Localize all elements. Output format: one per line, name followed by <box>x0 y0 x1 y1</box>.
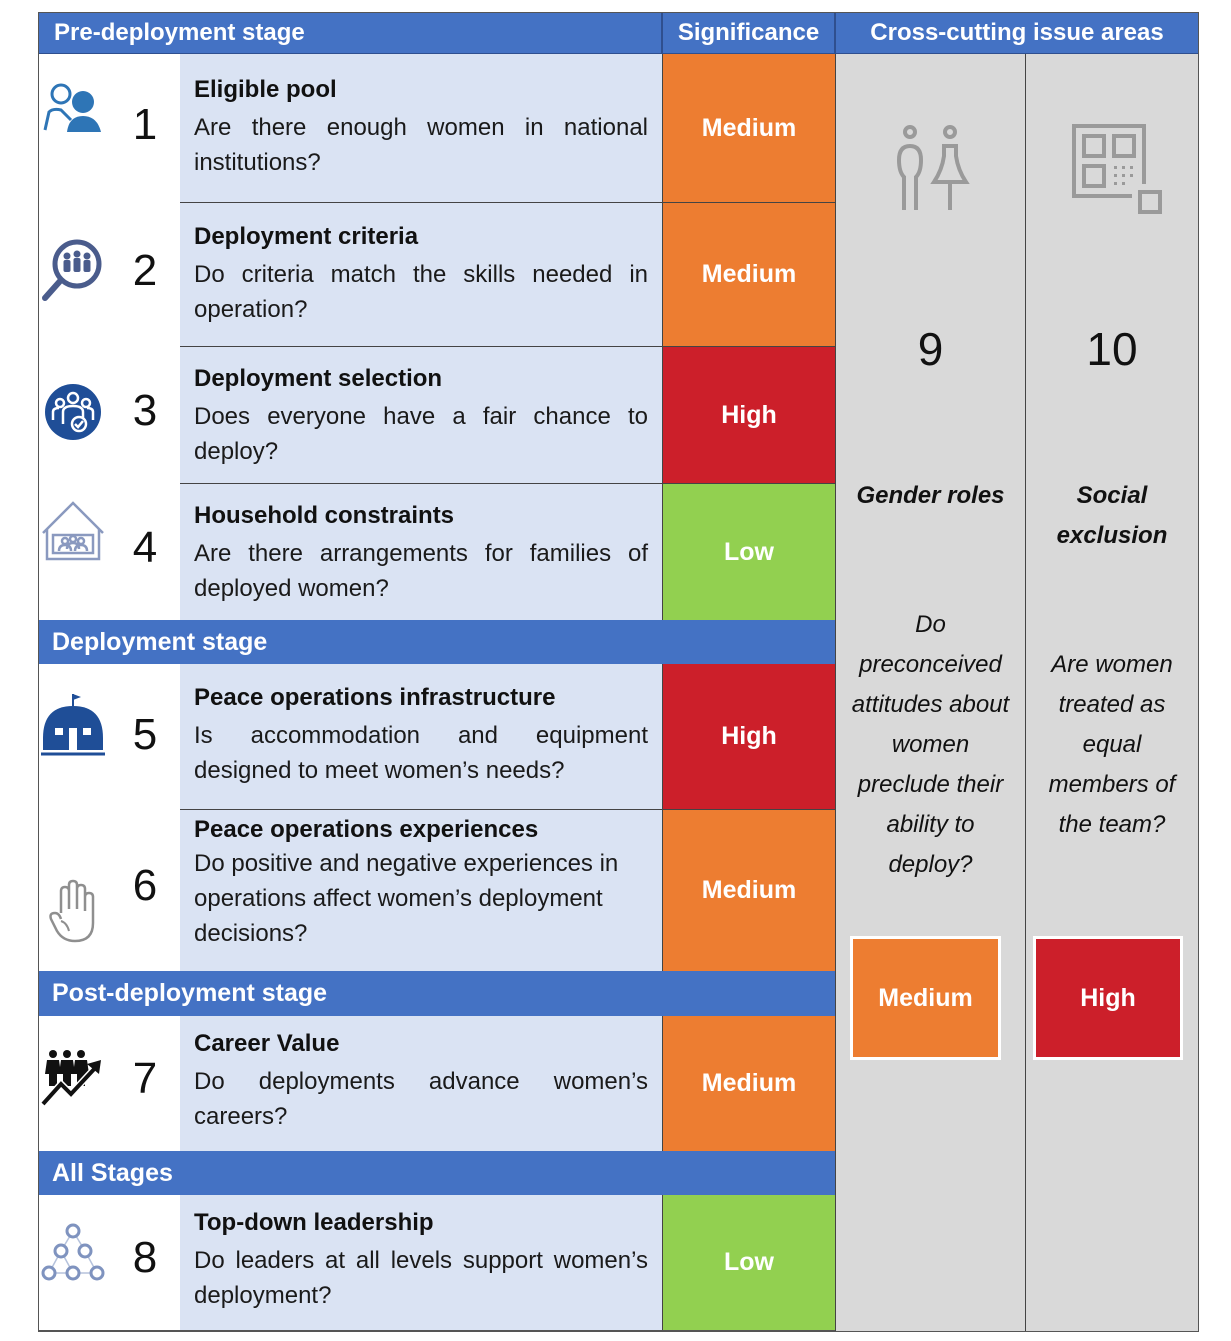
cross-question: Do preconceived attitudes about women preclude their ability to deploy? <box>851 611 1010 878</box>
item-row-5-icon-cell <box>39 664 180 809</box>
item-significance-badge: Medium <box>662 202 835 346</box>
stage-bar-all-stages: All Stages <box>38 1151 835 1195</box>
item-title: Peace operations experiences <box>194 816 539 843</box>
item-number: 5 <box>132 710 158 759</box>
item-question: Is accommodation and equipment designed to meet women’s needs? <box>194 722 648 784</box>
item-question: Do criteria match the skills needed in operation? <box>194 261 648 323</box>
header-cross-cutting: Cross-cutting issue areas <box>835 12 1199 54</box>
item-row-5-text <box>180 664 662 809</box>
item-significance-badge: Medium <box>662 54 835 202</box>
item-number: 3 <box>132 386 158 435</box>
stage-bar-deployment: Deployment stage <box>38 620 835 664</box>
item-row-8-icon-cell <box>39 1195 180 1330</box>
people-icon <box>41 80 105 144</box>
item-significance-badge: High <box>662 346 835 483</box>
item-row-7-icon-cell <box>39 1016 180 1151</box>
item-question: Are there arrangements for families of deployed women? <box>194 540 648 602</box>
item-title: Household constraints <box>194 502 455 529</box>
item-row-2-icon-cell <box>39 202 180 346</box>
item-row-1-text <box>180 54 662 202</box>
item-row-4-text <box>180 483 662 620</box>
item-significance-badge: Low <box>662 483 835 620</box>
cross-column-social-exclusion <box>1025 54 1199 1331</box>
item-number: 6 <box>132 861 158 910</box>
header-stage: Pre-deployment stage <box>38 12 662 54</box>
item-question: Does everyone have a fair chance to deploy? <box>194 403 648 465</box>
hierarchy-people-icon <box>41 1221 105 1285</box>
stage-bar-post-deployment: Post-deployment stage <box>38 971 835 1016</box>
raised-hand-icon <box>41 879 105 943</box>
house-family-icon <box>41 497 105 561</box>
item-significance-badge: High <box>662 664 835 809</box>
item-significance-badge: Medium <box>662 1016 835 1151</box>
item-title: Peace operations infrastructure <box>194 684 556 711</box>
item-row-6-icon-cell <box>39 809 180 971</box>
item-row-4-icon-cell <box>39 483 180 620</box>
item-row-2-text <box>180 202 662 346</box>
item-title: Career Value <box>194 1030 340 1057</box>
cross-column-gender-roles <box>835 54 1025 1331</box>
item-row-3-text <box>180 346 662 483</box>
item-question: Do leaders at all levels support women’s deployment? <box>194 1247 648 1309</box>
item-row-8-text <box>180 1195 662 1330</box>
item-number: 2 <box>132 246 158 295</box>
item-title: Top-down leadership <box>194 1209 434 1236</box>
item-number: 4 <box>132 523 158 572</box>
item-question: Do deployments advance women’s careers? <box>194 1068 648 1130</box>
man-woman-icon <box>894 122 970 214</box>
item-number: 8 <box>132 1233 158 1282</box>
item-question: Are there enough women in national institutions? <box>194 114 648 176</box>
item-significance-badge: Low <box>662 1195 835 1330</box>
header-significance: Significance <box>662 12 835 54</box>
item-question: Do positive and negative experiences in operations affect women’s deployment decisions? <box>194 850 619 947</box>
cross-number: 9 <box>917 323 944 375</box>
item-title: Deployment criteria <box>194 223 419 250</box>
item-row-3-icon-cell <box>39 346 180 483</box>
significance-badge: Medium <box>850 936 1001 1060</box>
cross-number: 10 <box>1086 323 1138 375</box>
magnifier-people-icon <box>41 238 105 302</box>
grid-exclusion-icon <box>1070 122 1164 216</box>
item-number: 7 <box>132 1054 158 1103</box>
cross-question: Are women treated as equal members of the team? <box>1048 651 1176 838</box>
group-check-icon <box>41 380 105 444</box>
significance-badge: High <box>1033 936 1183 1060</box>
people-growth-icon <box>41 1046 105 1110</box>
item-row-7-text <box>180 1016 662 1151</box>
item-row-6-text <box>180 809 662 971</box>
item-row-1-icon-cell <box>39 54 180 202</box>
item-title: Eligible pool <box>194 76 337 103</box>
item-title: Deployment selection <box>194 365 443 392</box>
cross-title: Gender roles <box>856 482 1005 509</box>
item-significance-badge: Medium <box>662 809 835 971</box>
barracks-flag-icon <box>41 692 105 756</box>
cross-title: Social exclusion <box>1056 482 1168 549</box>
item-number: 1 <box>132 100 158 149</box>
